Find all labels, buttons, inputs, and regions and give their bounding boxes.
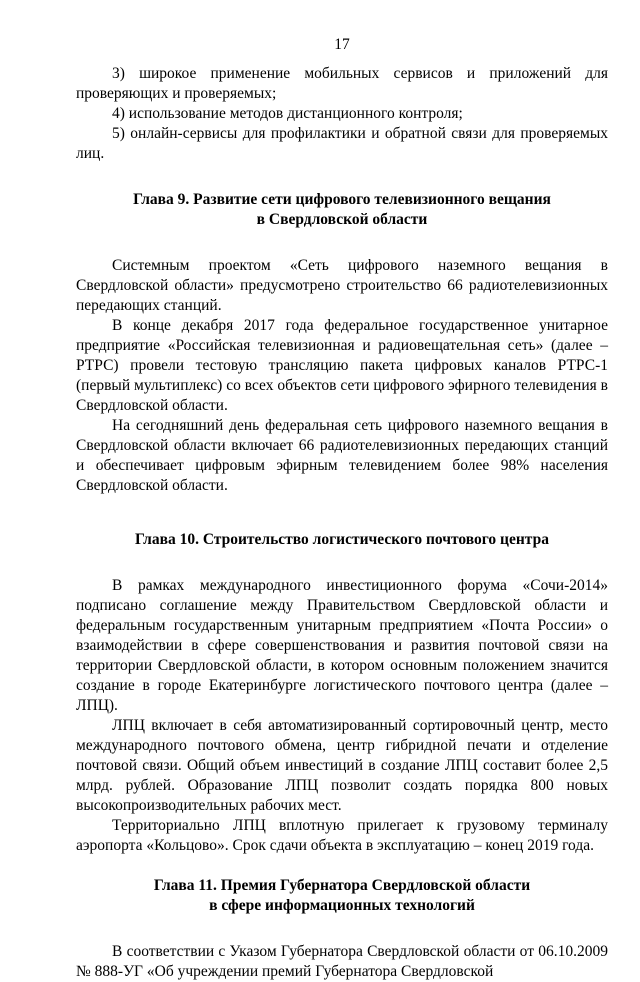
chapter-9-paragraph: В конце декабря 2017 года федеральное государственное унитарное предприятие «Российская телевизионная и радиовещательная сеть» (далее – РТРС) провели тестовую трансляцию пакета цифровых каналов РТРС-1 (первый мультиплекс) со всех объектов сети цифрового эфирного телевидения в Свердловской области.: [76, 317, 608, 414]
spacer: [76, 164, 608, 190]
list-item: 4) использование методов дистанционного контроля;: [112, 105, 463, 122]
list-item: 5) онлайн-сервисы для профилактики и обратной связи для проверяемых лиц.: [76, 125, 608, 162]
spacer: [76, 916, 608, 942]
chapter-11-title-line1: Глава 11. Премия Губернатора Свердловской области: [153, 877, 531, 894]
chapter-9-title-line1: Глава 9. Развитие сети цифрового телевизионного вещания: [133, 191, 551, 208]
spacer: [76, 230, 608, 256]
spacer: [76, 550, 608, 576]
chapter-10-title: Глава 10. Строительство логистического почтового центра: [135, 531, 549, 548]
chapter-11-paragraph: В соответствии с Указом Губернатора Свердловской области от 06.10.2009 № 888-УГ «Об учреждении премий Губернатора Свердловской: [76, 943, 608, 980]
spacer: [76, 856, 608, 876]
chapter-9-paragraph: Системным проектом «Сеть цифрового наземного вещания в Свердловской области» предусмотрено строительство 66 радиотелевизионных передающих станций.: [76, 257, 608, 314]
chapter-11-title-line2: в сфере информационных технологий: [209, 897, 475, 914]
list-item: 3) широкое применение мобильных сервисов и приложений для проверяющих и проверяемых;: [76, 65, 608, 102]
chapter-10-paragraph: В рамках международного инвестиционного форума «Сочи-2014» подписано соглашение между Правительством Свердловской области и федеральным государственным унитарным предприятием «Почта России» о взаимодействии в сфере совершенствования и развития почтовой связи на территории Свердловской области, в котором основным положением значится создание в городе Екатеринбурге логистического почтового центра (далее – ЛПЦ).: [76, 577, 608, 714]
page-number: 17: [334, 36, 350, 53]
spacer: [76, 496, 608, 530]
chapter-10-paragraph: Территориально ЛПЦ вплотную прилегает к грузовому терминалу аэропорта «Кольцово». Срок сдачи объекта в эксплуатацию – конец 2019 года.: [76, 817, 608, 854]
chapter-10-paragraph: ЛПЦ включает в себя автоматизированный сортировочный центр, место международного почтового обмена, центр гибридной печати и отделение почтовой связи. Общий объем инвестиций в создание ЛПЦ составит более 2,5 млрд. рублей. Образование ЛПЦ позволит создать порядка 800 новых высокопроизводительных рабочих мест.: [76, 717, 608, 814]
chapter-11-title: [76, 876, 608, 916]
chapter-9-paragraph: На сегодняшний день федеральная сеть цифрового наземного вещания в Свердловской области включает 66 радиотелевизионных передающих станций и обеспечивает цифровым эфирным телевидением более 98% населения Свердловской области.: [76, 417, 608, 494]
chapter-9-title-line2: в Свердловской области: [256, 211, 428, 228]
chapter-9-title: [76, 190, 608, 230]
